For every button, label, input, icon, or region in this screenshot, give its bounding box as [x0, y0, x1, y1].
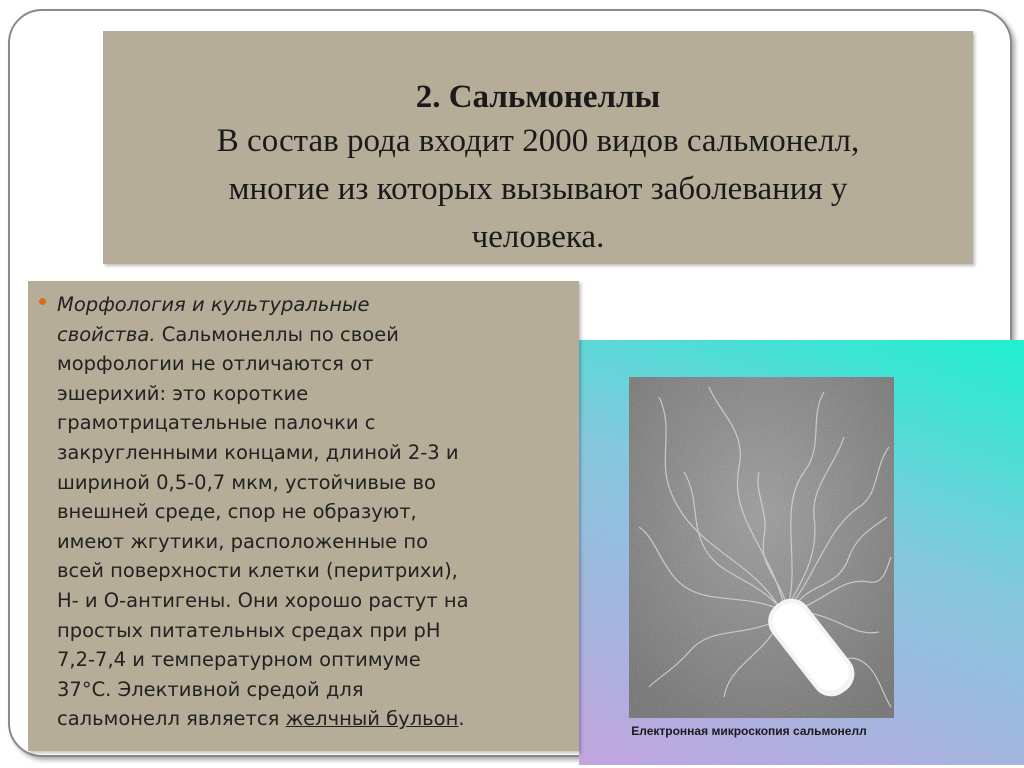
subtitle-line: В состав рода входит 2000 видов сальмонелл, — [216, 123, 860, 159]
bile-broth-link[interactable]: желчный бульон — [285, 707, 459, 731]
body-line: 37°С. Элективной средой для — [57, 677, 364, 701]
body-line: морфологии не отличаются от — [57, 352, 374, 376]
salmonella-micrograph — [629, 377, 894, 718]
subtitle-line: многие из которых вызывают заболевания у — [228, 171, 848, 207]
body-fragment: сальмонелл является — [57, 707, 286, 731]
body-line: шириной 0,5-0,7 мкм, устойчивые во — [57, 470, 436, 494]
italic-fragment: свойства. — [57, 322, 156, 346]
body-line: внешней среде, спор не образуют, — [57, 500, 417, 524]
body-line: всей поверхности клетки (перитрихи), — [57, 559, 458, 583]
slide-title: 2. Сальмонеллы — [415, 79, 661, 115]
body-line: закругленными концами, длиной 2-3 и — [57, 440, 459, 464]
body-line: имеют жгутики, расположенные по — [57, 529, 429, 553]
subtitle-line: человека. — [471, 219, 605, 255]
body-line — [57, 320, 571, 350]
body-line: Морфология и культуральные — [57, 293, 370, 316]
body-line: Н- и О-антигены. Они хорошо растут на — [57, 588, 469, 612]
description-box — [28, 281, 579, 751]
description-text — [57, 290, 571, 734]
title-box — [103, 31, 973, 264]
body-line: простых питательных средах при рН — [57, 618, 441, 642]
slide-subtitle — [103, 117, 973, 261]
body-line: грамотрицательные палочки с — [57, 411, 376, 435]
body-line: 7,2-7,4 и температурном оптимуме — [57, 648, 421, 672]
figure-caption: Електронная микроскопия сальмонелл — [631, 724, 867, 738]
body-fragment: Сальмонеллы по своей — [155, 322, 399, 346]
body-line — [57, 704, 571, 734]
body-line: эшерихий: это короткие — [57, 381, 309, 405]
bullet-icon — [39, 298, 46, 305]
body-fragment: . — [458, 707, 465, 731]
